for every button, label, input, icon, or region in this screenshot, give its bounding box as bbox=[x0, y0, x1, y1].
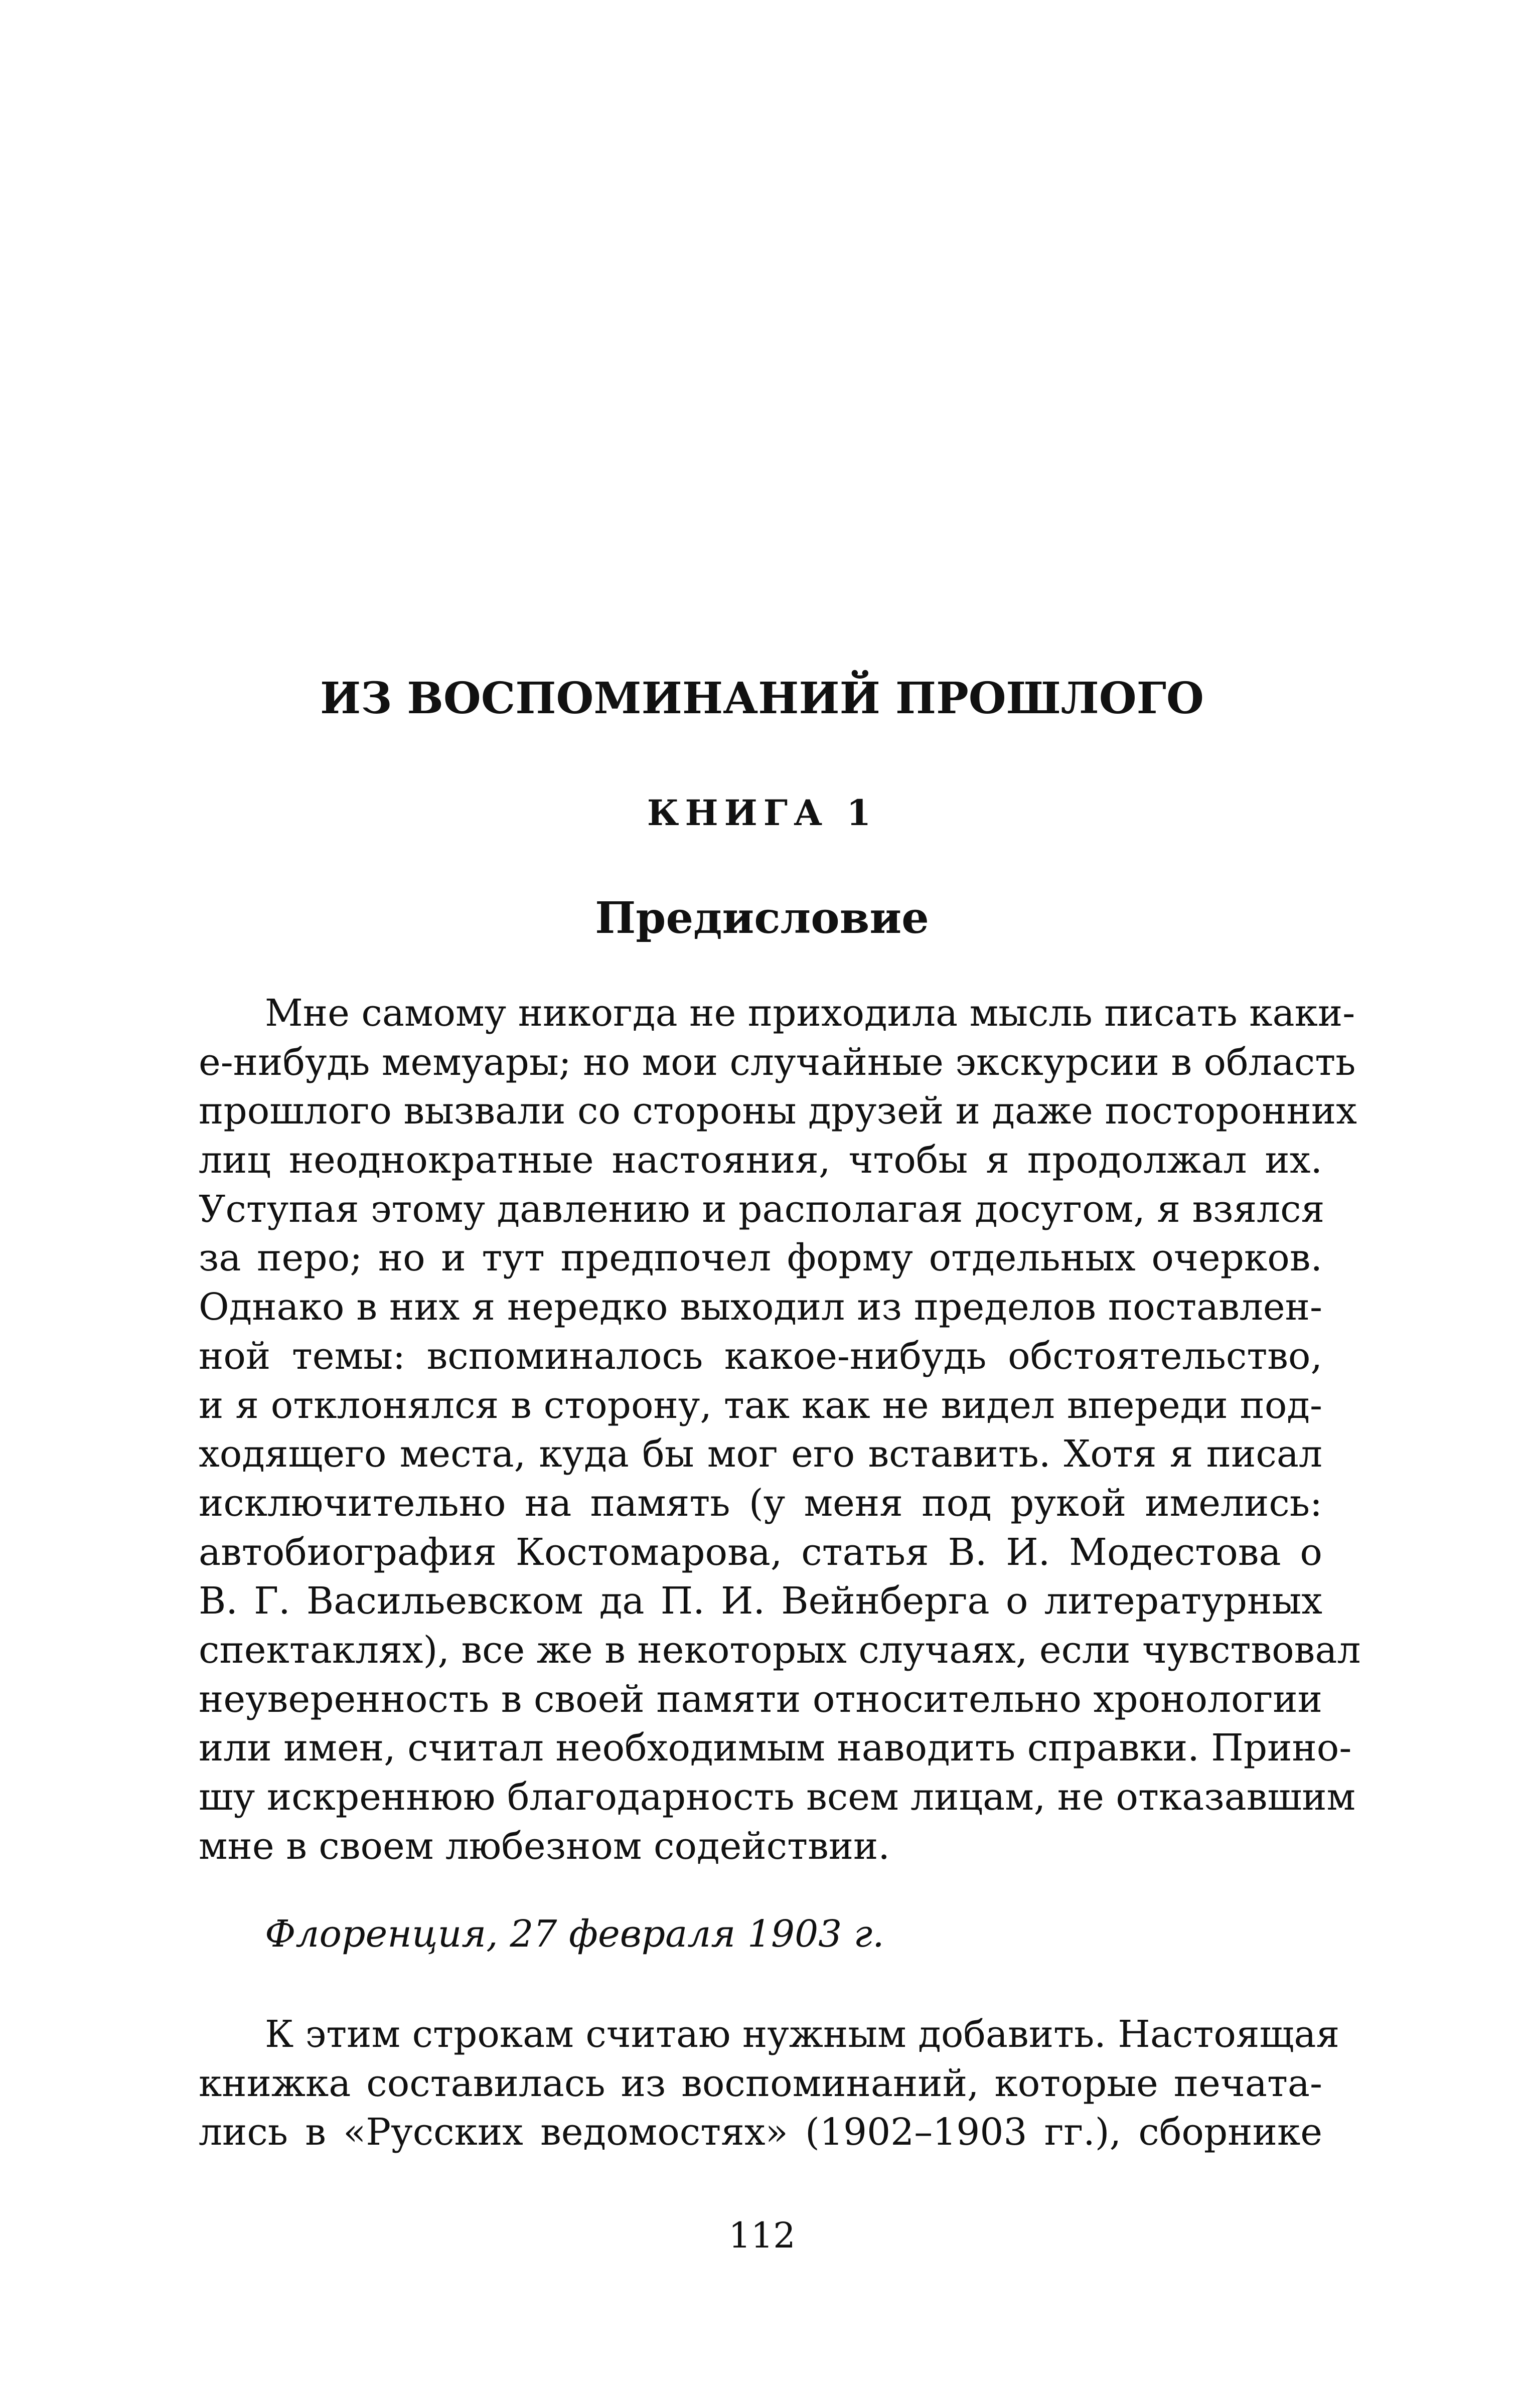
text-line: Однако в них я нередко выходил из пределов поставлен- bbox=[199, 1286, 1322, 1329]
text-line: ной темы: вспоминалось какое-нибудь обстоятельство, bbox=[199, 1334, 1322, 1378]
text-line: или имен, считал необходимым наводить справки. Прино- bbox=[199, 1726, 1352, 1770]
text-line: мне в своем любезном содействии. bbox=[199, 1824, 890, 1868]
text-line: В. Г. Васильевском да П. И. Вейнберга о литературных bbox=[199, 1579, 1322, 1623]
page-number: 112 bbox=[728, 2215, 796, 2256]
text-line: исключительно на память (у меня под рукой имелись: bbox=[199, 1481, 1322, 1525]
signature-place-date: Флоренция, 27 февраля 1903 г. bbox=[265, 1912, 884, 1956]
text-line: К этим строкам считаю нужным добавить. Настоящая bbox=[265, 2013, 1340, 2056]
text-line: Мне самому никогда не приходила мысль писать каки- bbox=[265, 992, 1355, 1035]
text-line: лись в «Русских ведомостях» (1902–1903 гг.), сборнике bbox=[199, 2111, 1322, 2154]
section-title: Предисловие bbox=[595, 893, 929, 943]
text-line: лиц неоднократные настояния, чтобы я продолжал их. bbox=[199, 1139, 1322, 1182]
text-line: книжка составилась из воспоминаний, которые печата- bbox=[199, 2061, 1322, 2105]
text-line: спектаклях), все же в некоторых случаях, если чувствовал bbox=[199, 1628, 1361, 1672]
text-line: шу искреннюю благодарность всем лицам, не отказавшим bbox=[199, 1776, 1356, 1819]
text-line: и я отклонялся в сторону, так как не видел впереди под- bbox=[199, 1383, 1322, 1427]
work-title: ИЗ ВОСПОМИНАНИЙ ПРОШЛОГО bbox=[320, 673, 1204, 724]
book-number: КНИГА 1 bbox=[647, 792, 877, 834]
preface-paragraph bbox=[199, 989, 1361, 1871]
text-line: прошлого вызвали со стороны друзей и даже посторонних bbox=[199, 1089, 1357, 1133]
text-line: е-нибудь мемуары; но мои случайные экскурсии в область bbox=[199, 1040, 1356, 1084]
text-line: автобиография Костомарова, статья В. И. Модестова о bbox=[199, 1530, 1322, 1574]
text-line: ходящего места, куда бы мог его вставить. Хотя я писал bbox=[199, 1432, 1322, 1476]
addendum-paragraph bbox=[199, 2010, 1340, 2157]
text-line: неуверенность в своей памяти относительно хронологии bbox=[199, 1677, 1322, 1721]
text-line: за перо; но и тут предпочел форму отдельных очерков. bbox=[199, 1236, 1322, 1280]
text-line: Уступая этому давлению и располагая досугом, я взялся bbox=[199, 1187, 1325, 1231]
